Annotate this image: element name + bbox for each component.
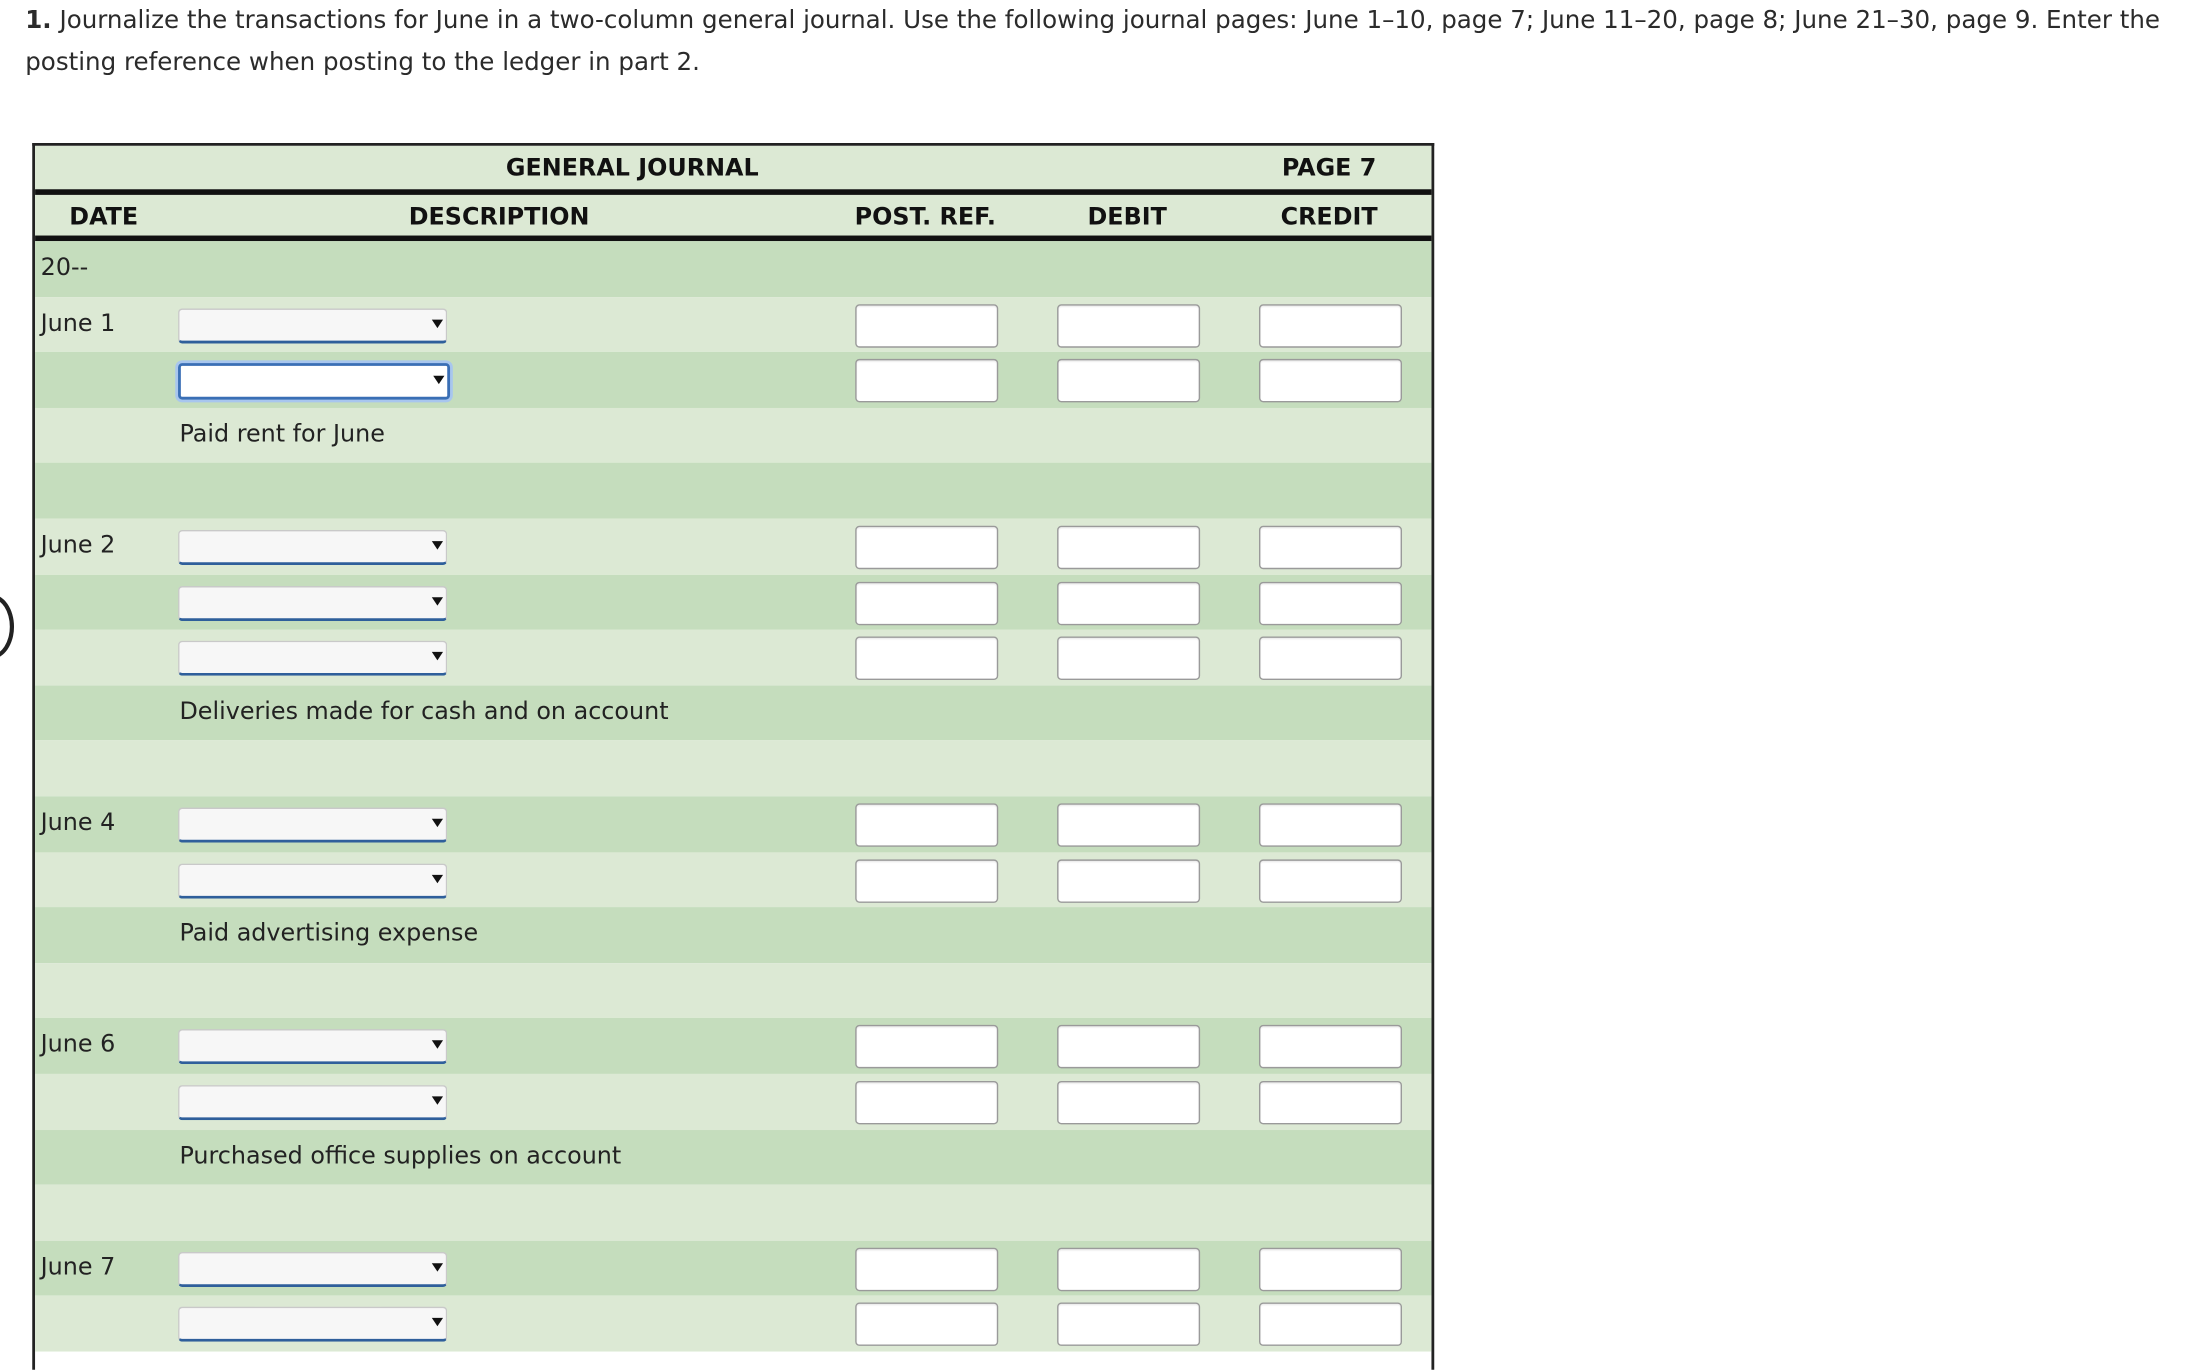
journal-page: PAGE 7 bbox=[1281, 154, 1377, 183]
account-select[interactable] bbox=[178, 1085, 447, 1120]
explanation-row bbox=[35, 408, 1431, 464]
credit-input[interactable] bbox=[1259, 859, 1402, 902]
entry-date: June 4 bbox=[40, 808, 116, 837]
post-ref-input[interactable] bbox=[855, 1303, 998, 1346]
credit-input[interactable] bbox=[1259, 359, 1402, 402]
journal-entry-line bbox=[35, 297, 1431, 353]
post-ref-input[interactable] bbox=[855, 581, 998, 624]
explanation-row bbox=[35, 907, 1431, 963]
debit-input[interactable] bbox=[1057, 304, 1200, 347]
entry-date: June 2 bbox=[40, 531, 116, 560]
debit-input[interactable] bbox=[1057, 803, 1200, 846]
explanation-row bbox=[35, 1129, 1431, 1185]
explanation-row bbox=[35, 685, 1431, 741]
credit-input[interactable] bbox=[1259, 304, 1402, 347]
post-ref-input[interactable] bbox=[855, 1025, 998, 1068]
entry-explanation: Purchased office supplies on account bbox=[179, 1141, 622, 1170]
credit-input[interactable] bbox=[1259, 803, 1402, 846]
post-ref-input[interactable] bbox=[855, 359, 998, 402]
account-select[interactable] bbox=[178, 585, 447, 620]
instructions bbox=[25, 0, 2191, 84]
column-header-credit: CREDIT bbox=[1280, 203, 1378, 232]
dropdown-arrow-icon bbox=[432, 1041, 443, 1049]
journal-entry-line bbox=[35, 1074, 1431, 1130]
column-header-date: DATE bbox=[69, 203, 139, 232]
debit-input[interactable] bbox=[1057, 581, 1200, 624]
journal-title: GENERAL JOURNAL bbox=[505, 154, 759, 183]
journal-entry-line bbox=[35, 1296, 1431, 1352]
account-select[interactable] bbox=[178, 308, 447, 343]
column-header-post-ref: POST. REF. bbox=[854, 203, 997, 232]
column-header-description: DESCRIPTION bbox=[408, 203, 590, 232]
journal-entry-line bbox=[35, 1018, 1431, 1074]
account-select[interactable] bbox=[178, 530, 447, 565]
journal-rows bbox=[35, 241, 1431, 1351]
debit-input[interactable] bbox=[1057, 1303, 1200, 1346]
entry-date: June 7 bbox=[40, 1252, 116, 1281]
dropdown-arrow-icon bbox=[432, 541, 443, 549]
debit-input[interactable] bbox=[1057, 859, 1200, 902]
dropdown-arrow-icon bbox=[432, 819, 443, 827]
account-select[interactable] bbox=[178, 1252, 447, 1287]
dropdown-arrow-icon bbox=[432, 1263, 443, 1271]
account-select[interactable] bbox=[178, 1030, 447, 1065]
credit-input[interactable] bbox=[1259, 581, 1402, 624]
post-ref-input[interactable] bbox=[855, 526, 998, 569]
journal-entry-line bbox=[35, 796, 1431, 852]
journal-entry-line bbox=[35, 630, 1431, 686]
side-handle-icon[interactable] bbox=[0, 594, 14, 658]
entry-date: June 1 bbox=[40, 309, 116, 338]
credit-input[interactable] bbox=[1259, 1247, 1402, 1290]
credit-input[interactable] bbox=[1259, 1025, 1402, 1068]
dropdown-arrow-icon bbox=[432, 1096, 443, 1104]
year-label: 20-- bbox=[40, 253, 89, 282]
general-journal-table bbox=[32, 143, 1434, 1370]
journal-entry-line bbox=[35, 574, 1431, 630]
spacer-row bbox=[35, 963, 1431, 1019]
post-ref-input[interactable] bbox=[855, 1247, 998, 1290]
credit-input[interactable] bbox=[1259, 1303, 1402, 1346]
entry-explanation: Deliveries made for cash and on account bbox=[179, 697, 669, 726]
account-select[interactable] bbox=[178, 363, 450, 399]
journal-entry-line bbox=[35, 519, 1431, 575]
credit-input[interactable] bbox=[1259, 526, 1402, 569]
debit-input[interactable] bbox=[1057, 637, 1200, 680]
journal-header bbox=[35, 146, 1431, 241]
debit-input[interactable] bbox=[1057, 359, 1200, 402]
account-select[interactable] bbox=[178, 807, 447, 842]
year-row bbox=[35, 241, 1431, 297]
post-ref-input[interactable] bbox=[855, 803, 998, 846]
post-ref-input[interactable] bbox=[855, 637, 998, 680]
dropdown-arrow-icon bbox=[432, 1318, 443, 1326]
post-ref-input[interactable] bbox=[855, 1081, 998, 1124]
dropdown-arrow-icon bbox=[432, 319, 443, 327]
entry-date: June 6 bbox=[40, 1030, 116, 1059]
dropdown-arrow-icon bbox=[433, 376, 444, 384]
entry-explanation: Paid advertising expense bbox=[179, 919, 479, 948]
dropdown-arrow-icon bbox=[432, 874, 443, 882]
dropdown-arrow-icon bbox=[432, 597, 443, 605]
spacer-row bbox=[35, 463, 1431, 519]
journal-entry-line bbox=[35, 852, 1431, 908]
credit-input[interactable] bbox=[1259, 637, 1402, 680]
account-select[interactable] bbox=[178, 863, 447, 898]
account-select[interactable] bbox=[178, 641, 447, 676]
journal-entry-line bbox=[35, 1240, 1431, 1296]
debit-input[interactable] bbox=[1057, 1081, 1200, 1124]
entry-explanation: Paid rent for June bbox=[179, 420, 385, 449]
debit-input[interactable] bbox=[1057, 526, 1200, 569]
spacer-row bbox=[35, 1185, 1431, 1241]
account-select[interactable] bbox=[178, 1307, 447, 1342]
spacer-row bbox=[35, 741, 1431, 797]
debit-input[interactable] bbox=[1057, 1247, 1200, 1290]
post-ref-input[interactable] bbox=[855, 859, 998, 902]
post-ref-input[interactable] bbox=[855, 304, 998, 347]
column-header-debit: DEBIT bbox=[1087, 203, 1167, 232]
debit-input[interactable] bbox=[1057, 1025, 1200, 1068]
journal-entry-line bbox=[35, 352, 1431, 408]
question-number: 1. bbox=[25, 7, 52, 36]
question-text: Journalize the transactions for June in a two-column general journal. Use the following journal pages: June 1–10, page 7; June 11–20, page 8; June 21–30, page 9. Enter the posting reference when posting to the ledger in part 2. bbox=[25, 7, 2160, 78]
credit-input[interactable] bbox=[1259, 1081, 1402, 1124]
dropdown-arrow-icon bbox=[432, 652, 443, 660]
